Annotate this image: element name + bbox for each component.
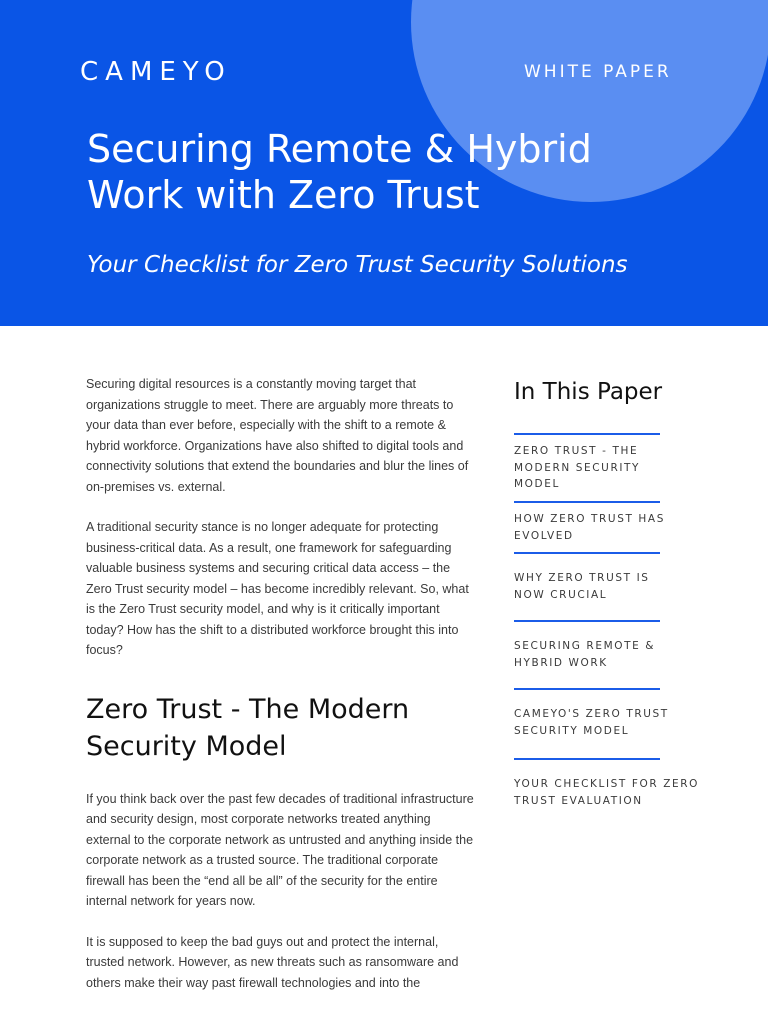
cameyo-logo — [80, 54, 232, 90]
toc-divider — [514, 433, 660, 435]
document-type-label: WHITE PAPER — [524, 62, 672, 82]
page-title: Securing Remote & Hybrid Work with Zero Trust — [87, 127, 592, 217]
toc-title: In This Paper — [514, 379, 663, 405]
toc-divider — [514, 688, 660, 690]
toc-item-cameyo-zero-trust-model[interactable]: CAMEYO'S ZERO TRUST SECURITY MODEL — [514, 708, 669, 737]
logo-wordmark: CAMEYO — [80, 57, 232, 87]
intro-paragraph: A traditional security stance is no longer adequate for protecting business-critical data. As a result, one framework for safeguarding valuable business systems and securing critical data access – the Zero Trust security model – has become incredibly relevant. So, what is the Zero Trust security model, and why is it critically important today? How has the shift to a distributed workforce brought this into focus? — [86, 520, 469, 657]
hero-banner — [0, 0, 768, 326]
toc-divider — [514, 552, 660, 554]
table-of-contents — [514, 374, 744, 807]
intro-paragraph: Securing digital resources is a constantly moving target that organizations struggle to meet. There are arguably more threats to your data than ever before, especially with the shift to a remote & hybrid workforce. Organizations have also shifted to digital tools and connectivity solutions that extend the boundaries and blur the lines of on-premises vs. external. — [86, 377, 469, 494]
toc-divider — [514, 620, 660, 622]
toc-item-securing-remote-hybrid[interactable]: SECURING REMOTE & HYBRID WORK — [514, 640, 656, 669]
toc-item-zero-trust-modern-model[interactable]: ZERO TRUST - THE MODERN SECURITY MODEL — [514, 445, 641, 490]
section-paragraph: If you think back over the past few decades of traditional infrastructure and security design, most corporate networks treated anything external to the corporate network as untrusted and anything inside the corporate network as a trusted source. The traditional corporate firewall has been the “end all be all” of the security for the entire internal network for years now. — [86, 791, 474, 908]
main-content — [86, 374, 478, 1013]
toc-item-checklist-zero-trust-evaluation[interactable]: YOUR CHECKLIST FOR ZERO TRUST EVALUATION — [514, 778, 699, 807]
section-paragraph: It is supposed to keep the bad guys out and protect the internal, trusted network. However, as new threats such as ransomware and others make their way past firewall technologies and into the — [86, 934, 459, 990]
toc-divider — [514, 758, 660, 760]
toc-divider — [514, 501, 660, 503]
toc-item-how-zero-trust-evolved[interactable]: HOW ZERO TRUST HAS EVOLVED — [514, 513, 665, 542]
toc-item-why-zero-trust-crucial[interactable]: WHY ZERO TRUST IS NOW CRUCIAL — [514, 572, 650, 601]
section-heading: Zero Trust - The Modern Security Model — [86, 693, 410, 762]
page-subtitle: Your Checklist for Zero Trust Security Solutions — [87, 252, 628, 278]
